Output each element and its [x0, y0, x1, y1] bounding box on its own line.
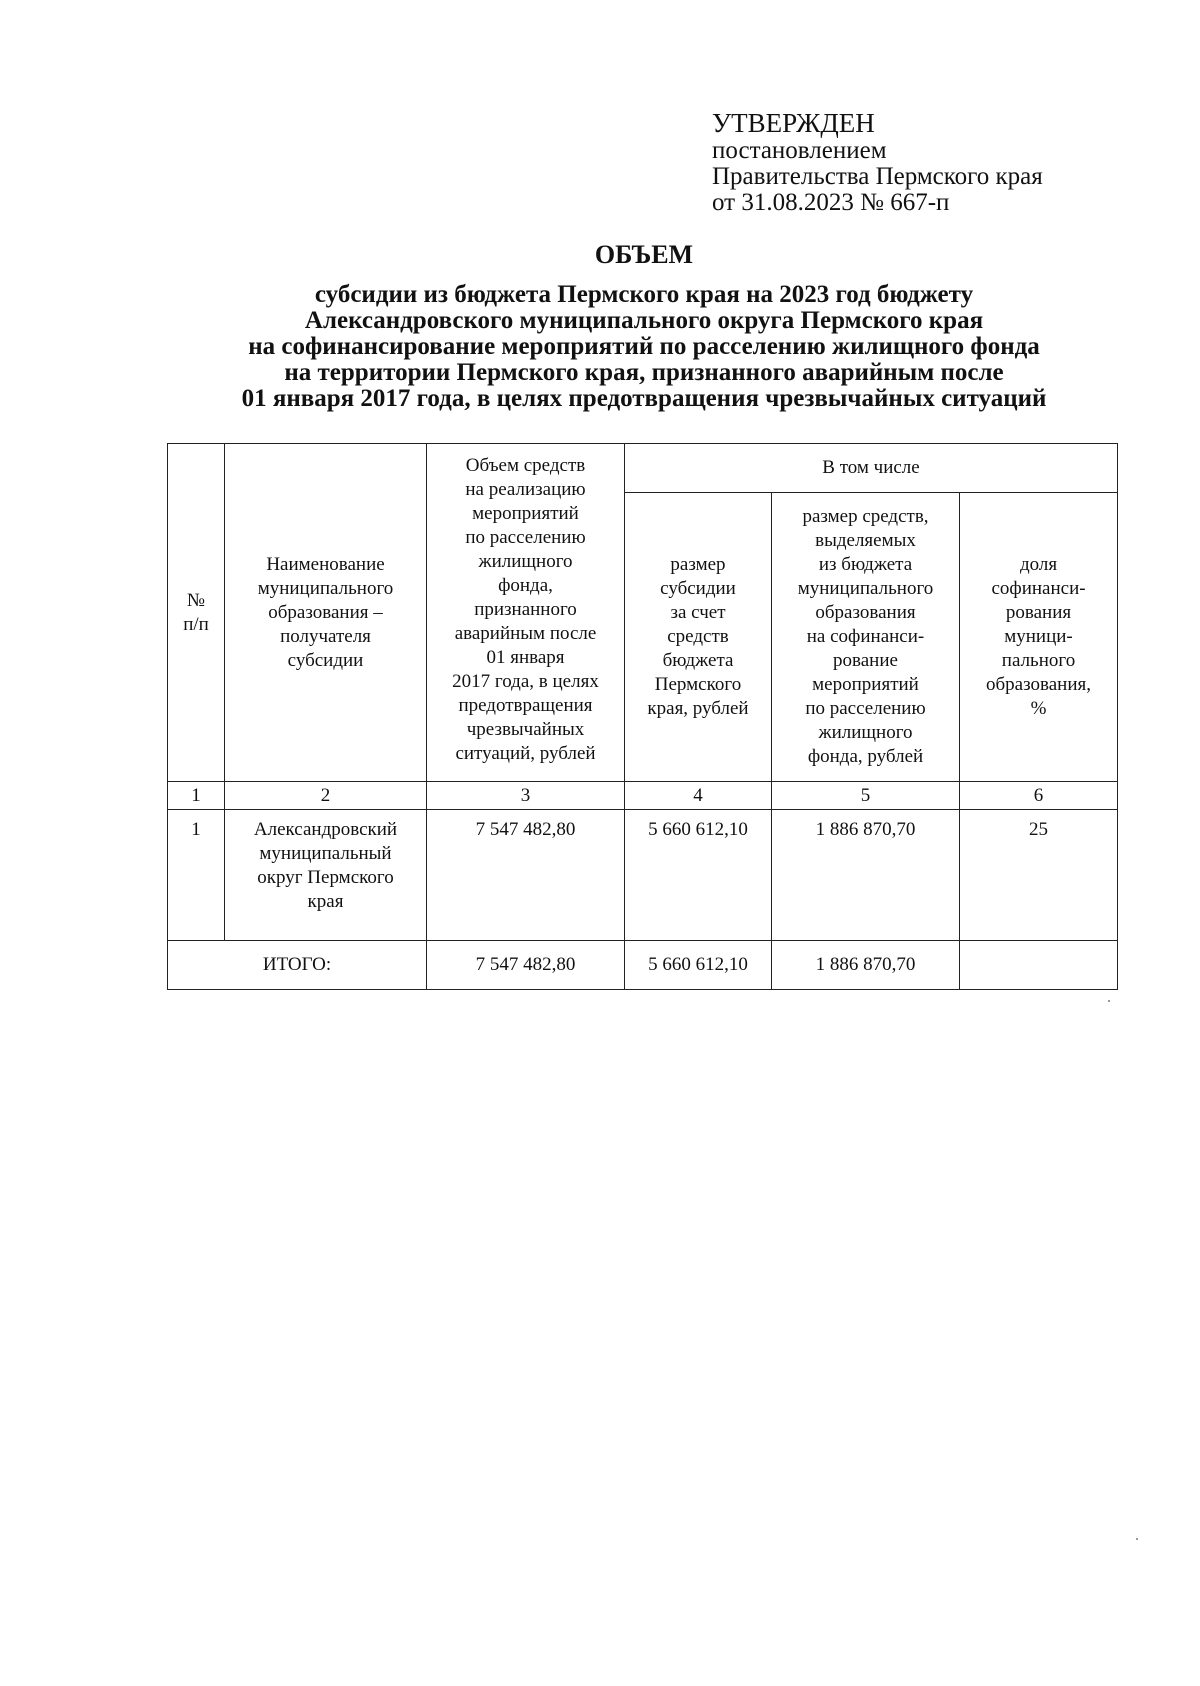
total-share: [960, 941, 1118, 990]
header-name: Наименование муниципального образования – получателя субсидии: [225, 444, 427, 782]
document-subtitle: [150, 282, 1138, 412]
total-row: [168, 941, 1118, 990]
column-number-row: [168, 782, 1118, 810]
row-name: Александровский муниципальный округ Пермского края: [225, 810, 427, 941]
column-number: 5: [772, 782, 960, 810]
total-label: ИТОГО:: [168, 941, 427, 990]
column-number: 3: [427, 782, 625, 810]
subtitle-line: субсидии из бюджета Пермского края на 2023 год бюджету: [314, 281, 974, 308]
scan-speck: [1136, 1538, 1138, 1540]
approval-line-date: от 31.08.2023 № 667-п: [712, 189, 950, 216]
subtitle-line: 01 января 2017 года, в целях предотвращения чрезвычайных ситуаций: [241, 385, 1047, 412]
row-num: 1: [168, 810, 225, 941]
row-share: 25: [960, 810, 1118, 941]
row-subsidy: 5 660 612,10: [625, 810, 772, 941]
header-volume: Объем средств на реализацию мероприятий по расселению жилищного фонда, признанного аварийным после 01 января 2017 года, в целях предотвращения чрезвычайных ситуаций, рублей: [427, 444, 625, 782]
total-subsidy: 5 660 612,10: [625, 941, 772, 990]
subtitle-line: на территории Пермского края, признанного аварийным после: [284, 359, 1004, 386]
header-municipal: размер средств, выделяемых из бюджета муниципального образования на софинанси- рование мероприятий по расселению жилищного фонда, рублей: [772, 493, 960, 782]
header-share: доля софинанси- рования муници- пального образования, %: [960, 493, 1118, 782]
approval-block: [712, 108, 1043, 216]
table-row: [168, 810, 1118, 941]
subtitle-line: Александровского муниципального округа Пермского края: [304, 307, 984, 334]
row-volume: 7 547 482,80: [427, 810, 625, 941]
document-title: ОБЪЕМ: [594, 240, 694, 269]
total-volume: 7 547 482,80: [427, 941, 625, 990]
header-including: В том числе: [625, 444, 1118, 493]
column-number: 4: [625, 782, 772, 810]
column-number: 6: [960, 782, 1118, 810]
subsidy-table: [167, 443, 1118, 990]
header-subsidy: размер субсидии за счет средств бюджета Пермского края, рублей: [625, 493, 772, 782]
approval-line-government: Правительства Пермского края: [712, 163, 1043, 190]
scan-speck: [1108, 1000, 1110, 1002]
total-municipal: 1 886 870,70: [772, 941, 960, 990]
header-num: № п/п: [168, 444, 225, 782]
approval-line-resolution: постановлением: [712, 137, 887, 164]
row-municipal: 1 886 870,70: [772, 810, 960, 941]
table-header-row: [168, 444, 1118, 493]
column-number: 2: [225, 782, 427, 810]
approval-stamp: УТВЕРЖДЕН: [712, 108, 875, 138]
subtitle-line: на софинансирование мероприятий по расселению жилищного фонда: [248, 333, 1040, 360]
column-number: 1: [168, 782, 225, 810]
